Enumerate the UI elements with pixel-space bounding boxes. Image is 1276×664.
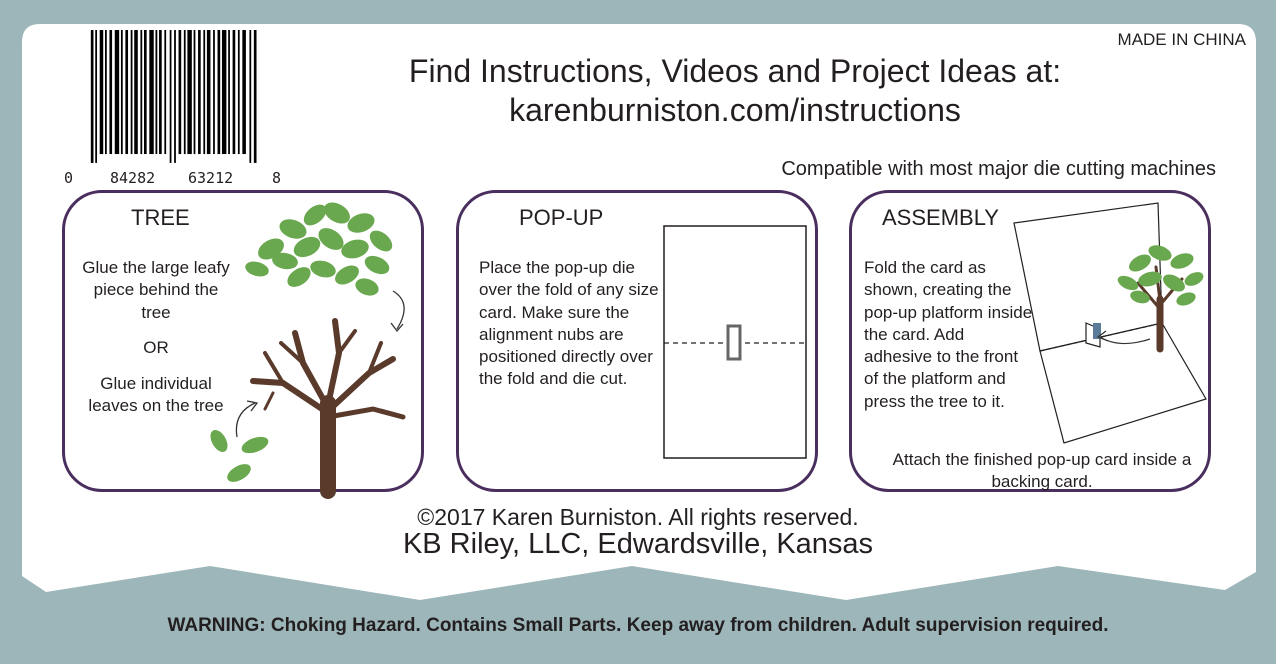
barcode-group-1: 84282 <box>110 169 156 187</box>
card-fold-diagram <box>663 225 809 461</box>
assembly-footer-note: Attach the finished pop-up card inside a backing card. <box>892 450 1192 492</box>
tree-instruction-1: Glue the large leafy piece behind the tree <box>82 258 230 322</box>
barcode-digit-left: 0 <box>64 169 74 187</box>
tree-panel <box>62 190 424 492</box>
barcode <box>68 30 282 170</box>
barcode-group-2: 63212 <box>188 169 234 187</box>
popup-card-diagram <box>1010 199 1210 447</box>
made-in-label: MADE IN CHINA <box>1117 30 1246 49</box>
assembly-panel-title: ASSEMBLY <box>882 205 999 230</box>
company-address: KB Riley, LLC, Edwardsville, Kansas <box>402 528 874 560</box>
popup-panel-title: POP-UP <box>519 205 604 230</box>
tree-or-label: OR <box>143 338 169 357</box>
instructions-heading <box>300 52 1170 130</box>
leafy-canopy-illustration <box>241 199 411 309</box>
popup-instructions: Place the pop-up die over the fold of any size card. Make sure the alignment nubs are positioned directly over the fold and die cut. <box>479 258 659 389</box>
curved-arrow-icon <box>231 399 261 439</box>
popup-panel <box>456 190 818 492</box>
compatibility-note: Compatible with most major die cutting machines <box>781 158 1216 180</box>
instructions-line-1: Find Instructions, Videos and Project Ideas at: <box>408 53 1062 89</box>
tree-instruction-2: Glue individual leaves on the tree <box>88 374 224 416</box>
tree-panel-title: TREE <box>131 205 190 230</box>
instructions-url: karenburniston.com/instructions <box>509 92 961 128</box>
assembly-instructions: Fold the card as shown, creating the pop-up platform inside the card. Add adhesive to the front of the platform and press the tree to it. <box>864 258 1033 411</box>
barcode-digit-right: 8 <box>272 169 282 187</box>
assembly-panel <box>849 190 1211 492</box>
choking-hazard-warning: WARNING: Choking Hazard. Contains Small Parts. Keep away from children. Adult supervision required. <box>167 615 1109 636</box>
copyright-notice: ©2017 Karen Burniston. All rights reserved. <box>417 504 859 530</box>
